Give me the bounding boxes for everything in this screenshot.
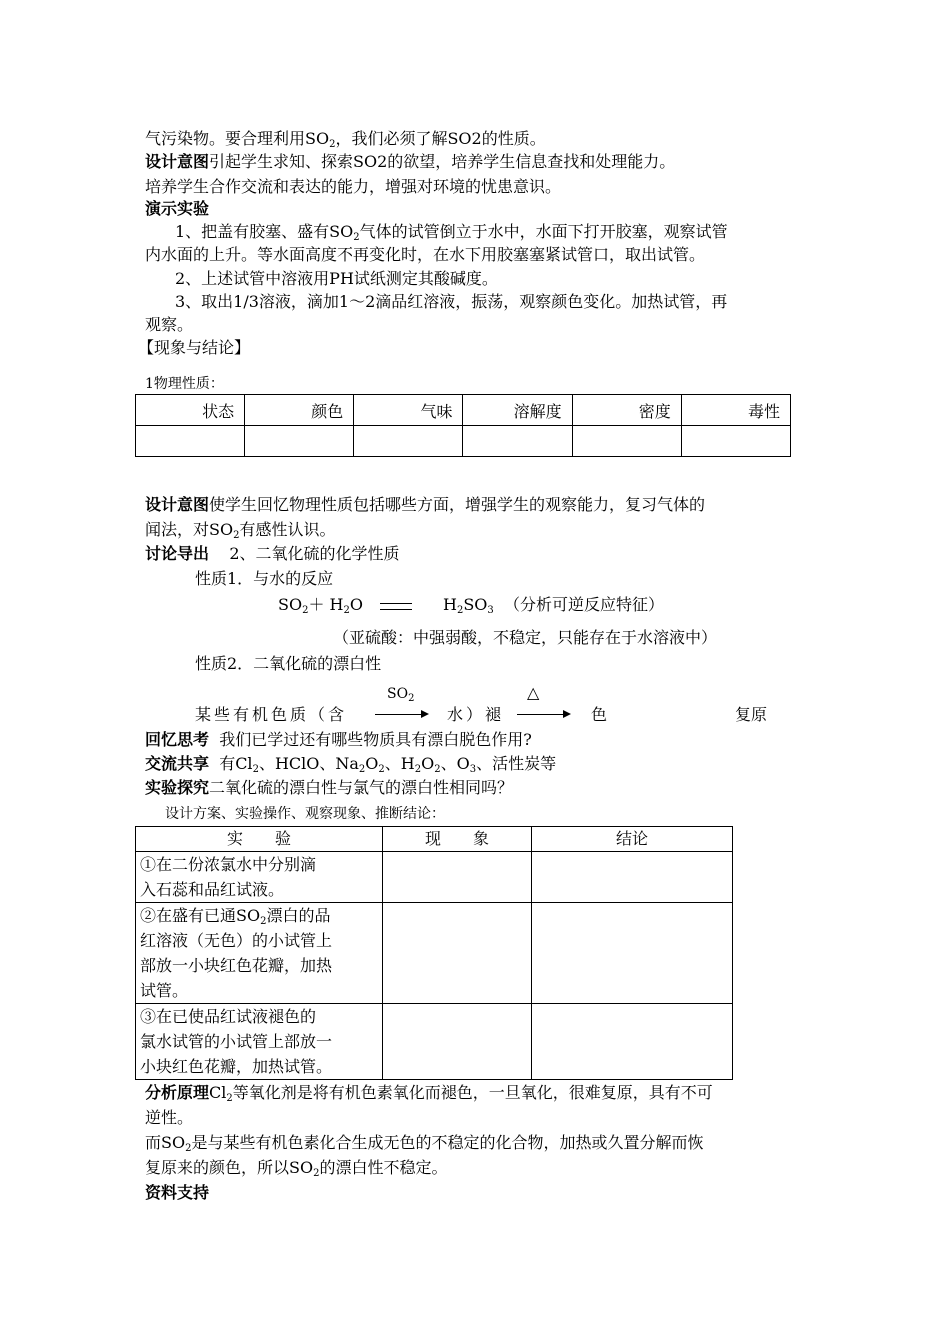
material-heading: 资料支持	[145, 1183, 210, 1202]
header-solubility: 溶解度	[463, 395, 572, 426]
bleach-reaction-color: 色	[591, 705, 608, 724]
heat-symbol: △	[527, 683, 540, 702]
arrow-icon	[517, 714, 569, 715]
demo-step-1: 1、把盖有胶塞、盛有$SO_2$气体的试管倒立于水中，水面下打开胶塞，观察试管	[175, 222, 728, 243]
table-row	[136, 903, 733, 1004]
design-intent-2: 设计意图使学生回忆物理性质包括哪些方面，增强学生的观察能力，复习气体的	[145, 495, 706, 514]
bleach-reaction-fade: 水）褪	[447, 705, 505, 724]
phenomenon-heading: 【现象与结论】	[138, 338, 251, 357]
header-toxicity: 毒性	[681, 395, 790, 426]
physical-title: 1物理性质：	[145, 376, 224, 392]
experiment-3: ③在已使品红试液褪色的 氯水试管的小试管上部放一 小块红色花瓣，加热试管。	[136, 1004, 383, 1080]
cell-empty	[354, 426, 463, 457]
sulfurous-acid-note: （亚硫酸：中强弱酸，不稳定，只能存在于水溶液中）	[333, 628, 718, 647]
demo-step-3: 3、取出1/3溶液，滴加1～2滴品红溶液，振荡，观察颜色变化。加热试管，再	[175, 292, 728, 311]
cell-empty	[383, 903, 532, 1004]
header-conclusion: 结论	[532, 827, 733, 852]
experiment-2: ②在盛有已通$SO_2$漂白的品 红溶液（无色）的小试管上 部放一小块红色花瓣，加热 试管。	[136, 903, 383, 1004]
demo-step-3-cont: 观察。	[145, 315, 194, 334]
cell-empty	[532, 1004, 733, 1080]
design-intent-1-cont: 培养学生合作交流和表达的能力，增强对环境的忧患意识。	[145, 177, 562, 196]
header-density: 密度	[572, 395, 681, 426]
experiment-table	[135, 826, 733, 1080]
demo-heading: 演示实验	[145, 199, 210, 218]
analysis-line: 分析原理$Cl_2$等氧化剂是将有机色素氧化而褪色，一旦氧化，很难复原，具有不可	[145, 1083, 713, 1104]
cell-empty	[532, 852, 733, 903]
table-row	[136, 1004, 733, 1080]
analysis-line-cont: 逆性。	[145, 1108, 194, 1127]
analysis-so2: 而$SO_2$是与某些有机色素化合生成无色的不稳定的化合物，加热或久置分解而恢	[145, 1133, 704, 1154]
explore-subtitle: 设计方案、实验操作、观察现象、推断结论：	[165, 806, 445, 822]
exchange-line: 交流共享 有$Cl_2$、HClO、$Na_2O_2$、$H_2O_2$、$O_3$、活性炭等	[145, 754, 557, 775]
cell-empty	[136, 426, 245, 457]
cell-empty	[245, 426, 354, 457]
design-intent-1: 设计意图引起学生求知、探索SO2的欲望，培养学生信息查找和处理能力。	[145, 152, 676, 171]
header-odor: 气味	[354, 395, 463, 426]
cell-empty	[463, 426, 572, 457]
analysis-so2-cont: 复原来的颜色，所以$SO_2$的漂白性不稳定。	[145, 1158, 448, 1179]
cell-empty	[681, 426, 790, 457]
discussion-line: 讨论导出 2、二氧化硫的化学性质	[145, 544, 400, 563]
arrow-icon	[375, 714, 427, 715]
so2-arrow-label: $SO_2$	[387, 686, 415, 704]
cell-empty	[572, 426, 681, 457]
demo-step-1-cont: 内水面的上升。等水面高度不再变化时，在水下用胶塞塞紧试管口，取出试管。	[145, 245, 706, 264]
equation-product: $H_2SO_3$ （分析可逆反应特征）	[443, 595, 664, 616]
header-state: 状态	[136, 395, 245, 426]
table-row	[136, 852, 733, 903]
header-phenomenon: 现 象	[383, 827, 532, 852]
cell-empty	[383, 1004, 532, 1080]
property-1: 性质1．与水的反应	[195, 569, 334, 588]
header-experiment: 实 验	[136, 827, 383, 852]
recall-line: 回忆思考 我们已学过还有哪些物质具有漂白脱色作用?	[145, 730, 532, 749]
intro-line: 气污染物。要合理利用$SO_2$，我们必须了解SO2的性质。	[145, 129, 546, 150]
equation-reactants: $SO_2+ H_2O$	[278, 595, 363, 616]
design-intent-2-cont: 闻法，对$SO_2$有感性认识。	[145, 520, 336, 541]
demo-step-2: 2、上述试管中溶液用PH试纸测定其酸碱度。	[175, 269, 498, 288]
explore-line: 实验探究二氧化硫的漂白性与氯气的漂白性相同吗？	[145, 778, 514, 797]
bleach-reaction-restore: 复原	[735, 705, 768, 724]
header-color: 颜色	[245, 395, 354, 426]
experiment-1: ①在二份浓氯水中分别滴 入石蕊和品红试液。	[136, 852, 383, 903]
bleach-reaction: 某些有机色质（含	[195, 705, 348, 724]
property-2: 性质2．二氧化硫的漂白性	[195, 654, 382, 673]
physical-properties-table	[135, 394, 791, 457]
cell-empty	[532, 903, 733, 1004]
reversible-arrow-icon	[380, 603, 412, 610]
cell-empty	[383, 852, 532, 903]
